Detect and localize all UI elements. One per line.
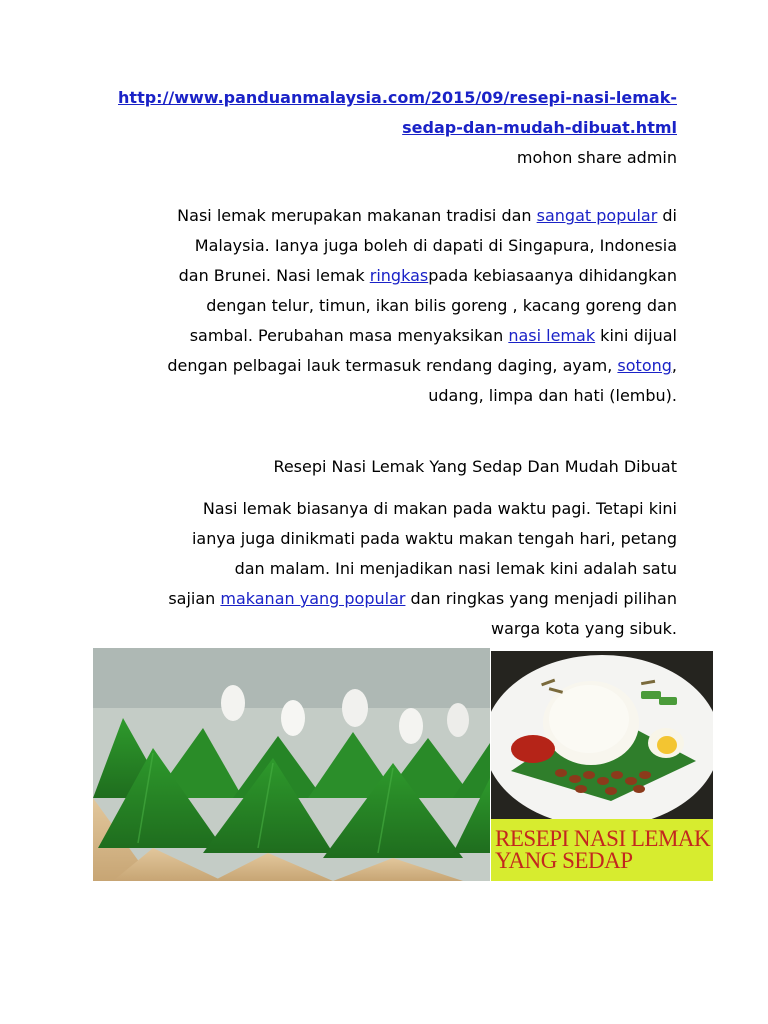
para2-line2: ianya juga dinikmati pada waktu makan tengah hari, petang bbox=[191, 529, 677, 548]
packets-illustration bbox=[93, 648, 490, 881]
para1-line2: Malaysia. Ianya juga boleh di dapati di Singapura, Indonesia bbox=[194, 236, 677, 255]
para1-line6: dengan pelbagai lauk termasuk rendang daging, ayam, sotong, bbox=[167, 356, 677, 375]
para2-line3: dan malam. Ini menjadikan nasi lemak kini adalah satu bbox=[234, 559, 677, 578]
banner-line2: YANG SEDAP bbox=[495, 848, 633, 873]
link-block bbox=[80, 83, 677, 173]
para2-line1: Nasi lemak biasanya di makan pada waktu pagi. Tetapi kini bbox=[202, 499, 677, 518]
banner-line1: RESEPI NASI LEMAK bbox=[495, 826, 711, 851]
para2-line5: warga kota yang sibuk. bbox=[491, 619, 677, 638]
second-paragraph bbox=[80, 494, 677, 644]
source-url-line2[interactable]: sedap-dan-mudah-dibuat.html bbox=[402, 118, 677, 137]
para1-line7: udang, limpa dan hati (lembu). bbox=[428, 386, 677, 405]
recipe-banner bbox=[491, 819, 713, 881]
link-ringkas[interactable]: ringkas bbox=[369, 266, 429, 285]
para1-line5: sambal. Perubahan masa menyaksikan nasi lemak kini dijual bbox=[189, 326, 677, 345]
share-note: mohon share admin bbox=[516, 148, 677, 167]
link-sangat-popular[interactable]: sangat popular bbox=[536, 206, 658, 225]
para2-line4: sajian makanan yang popular dan ringkas yang menjadi pilihan bbox=[168, 589, 677, 608]
recipe-heading: Resepi Nasi Lemak Yang Sedap Dan Mudah Dibuat bbox=[273, 457, 677, 476]
para1-line1: Nasi lemak merupakan makanan tradisi dan sangat popular di bbox=[177, 206, 677, 225]
link-makanan-popular[interactable]: makanan yang popular bbox=[220, 589, 406, 608]
link-sotong[interactable]: sotong bbox=[617, 356, 672, 375]
nasi-lemak-plate-photo bbox=[491, 651, 713, 819]
plate-illustration bbox=[491, 651, 713, 819]
link-nasi-lemak[interactable]: nasi lemak bbox=[508, 326, 596, 345]
nasi-lemak-packets-photo bbox=[93, 648, 490, 881]
para1-line3: dan Brunei. Nasi lemak ringkaspada kebiasaanya dihidangkan bbox=[178, 266, 677, 285]
intro-paragraph bbox=[80, 201, 677, 411]
source-url-line1[interactable]: http://www.panduanmalaysia.com/2015/09/resepi-nasi-lemak- bbox=[118, 88, 677, 107]
para1-line4: dengan telur, timun, ikan bilis goreng , kacang goreng dan bbox=[206, 296, 677, 315]
